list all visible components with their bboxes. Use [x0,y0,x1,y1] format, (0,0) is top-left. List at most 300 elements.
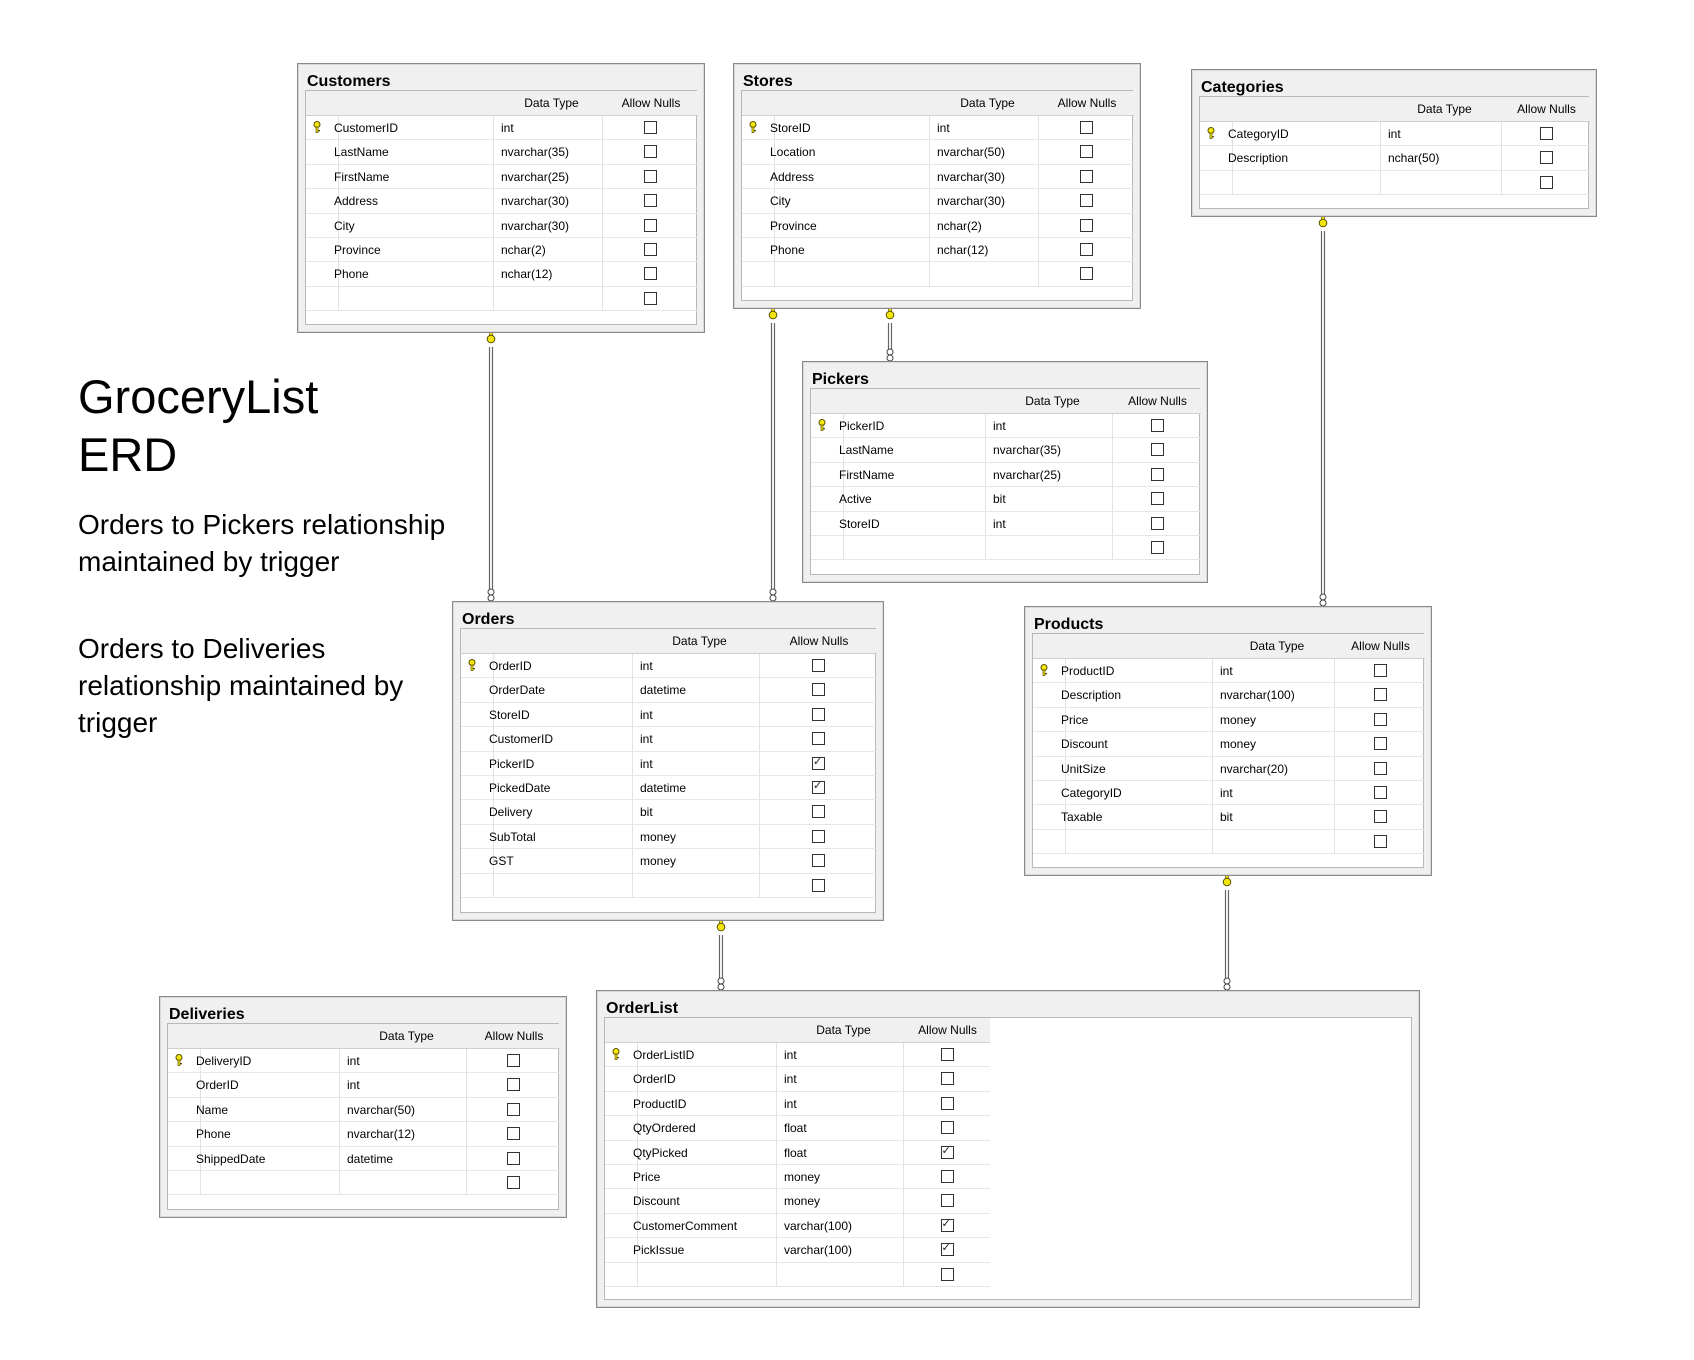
table-row[interactable] [1033,781,1425,805]
table-row[interactable] [461,825,877,849]
table-row[interactable] [605,1189,990,1213]
column-divider [632,825,633,848]
allow-nulls-checkbox[interactable] [941,1048,954,1061]
column-name: StoreID [770,121,811,135]
allow-nulls-checkbox[interactable] [941,1170,954,1183]
table-grid [460,628,876,913]
allow-nulls-checkbox[interactable] [1080,267,1093,280]
data-type: money [784,1194,821,1209]
data-type: money [1220,737,1257,752]
column-divider [602,189,603,212]
allow-nulls-checkbox[interactable] [1374,688,1387,701]
column-divider [776,1141,777,1164]
grid-header [168,1024,560,1049]
column-divider [1380,122,1381,145]
table-row[interactable] [605,1067,990,1091]
column-divider [776,1092,777,1115]
data-type: int [1220,664,1233,678]
allow-nulls-checkbox[interactable] [507,1176,520,1189]
column-name: LastName [334,145,389,160]
column-divider [1112,463,1113,486]
table-row[interactable] [461,752,877,776]
column-divider [985,536,986,559]
data-type: nchar(50) [1388,151,1440,166]
allow-nulls-checkbox[interactable] [941,1243,954,1256]
column-divider [1212,781,1213,804]
column-divider [903,1067,904,1090]
table-row[interactable] [461,654,877,678]
allow-nulls-checkbox[interactable] [941,1121,954,1134]
column-divider [1334,683,1335,706]
column-divider [1232,171,1233,194]
allow-nulls-checkbox[interactable] [507,1103,520,1116]
allow-nulls-checkbox[interactable] [1080,194,1093,207]
diagram-title: GroceryList [78,370,319,423]
table-row[interactable] [1033,805,1425,829]
column-divider [759,703,760,726]
table-row[interactable] [1200,171,1590,195]
column-divider [776,1189,777,1212]
table-grid [604,1017,1412,1300]
many-end-infinity-icon [887,349,893,355]
data-type: int [640,756,653,771]
column-divider [1212,708,1213,731]
header-nulls: Allow Nulls [789,634,849,648]
allow-nulls-checkbox[interactable] [1540,127,1553,140]
column-divider [903,1165,904,1188]
data-type: money [1220,712,1257,727]
allow-nulls-checkbox[interactable] [507,1152,520,1165]
data-type: int [640,707,653,722]
table-row[interactable] [811,487,1201,511]
table-row[interactable] [605,1116,990,1140]
column-divider [1334,659,1335,682]
column-divider [776,1238,777,1261]
table-row[interactable] [605,1165,990,1189]
allow-nulls-checkbox[interactable] [812,830,825,843]
data-type: int [1388,127,1401,141]
table-row[interactable] [306,189,698,213]
column-divider [632,727,633,750]
table-row[interactable] [1200,146,1590,170]
allow-nulls-checkbox[interactable] [507,1054,520,1067]
allow-nulls-checkbox[interactable] [1151,541,1164,554]
column-divider [843,536,844,559]
column-divider [759,654,760,677]
column-divider [1038,165,1039,188]
column-name: OrderID [489,659,532,673]
column-divider [1334,805,1335,828]
table-title: Orders [462,611,515,628]
allow-nulls-checkbox[interactable] [812,805,825,818]
column-divider [493,116,494,139]
allow-nulls-checkbox[interactable] [1374,786,1387,799]
column-divider [632,800,633,823]
column-divider [1038,238,1039,261]
data-type: int [937,121,950,135]
column-divider [929,238,930,261]
column-divider [632,849,633,872]
table-row[interactable] [742,140,1134,164]
column-divider [759,776,760,799]
data-type: int [501,121,514,135]
column-divider [632,776,633,799]
column-name: CustomerID [334,121,399,135]
column-divider [339,1122,340,1145]
table-row[interactable] [605,1141,990,1165]
column-name: Name [196,1102,229,1117]
allow-nulls-checkbox[interactable] [644,170,657,183]
table-title: Stores [743,73,793,90]
data-type: nchar(2) [937,218,982,233]
column-name: CategoryID [1061,785,1122,800]
column-name: Delivery [489,805,533,820]
column-name: Address [334,194,379,209]
data-type: float [784,1121,807,1136]
column-divider [776,1165,777,1188]
table-row[interactable] [168,1122,560,1146]
column-name: FirstName [839,467,895,482]
table-row[interactable] [605,1043,990,1067]
table-row[interactable] [742,214,1134,238]
allow-nulls-checkbox[interactable] [1374,835,1387,848]
column-divider [903,1141,904,1164]
data-type: int [1220,785,1233,800]
allow-nulls-checkbox[interactable] [644,292,657,305]
table-row[interactable] [811,536,1201,560]
column-name: PickerID [489,756,535,771]
primary-key-icon [611,1048,621,1060]
column-name: Discount [633,1194,680,1209]
header-nulls: Allow Nulls [1128,394,1187,408]
table-row[interactable] [1033,732,1425,756]
table-grid [1199,96,1589,209]
column-divider [339,1098,340,1121]
column-divider [776,1263,777,1286]
allow-nulls-checkbox[interactable] [644,219,657,232]
column-divider [632,874,633,897]
column-divider [339,1073,340,1096]
table-row[interactable] [1033,708,1425,732]
table-row[interactable] [605,1238,990,1262]
table-row[interactable] [1200,122,1590,146]
data-type: bit [1220,810,1233,825]
column-name: Price [633,1169,661,1184]
column-divider [774,262,775,285]
allow-nulls-checkbox[interactable] [941,1072,954,1085]
column-name: OrderDate [489,683,546,698]
column-name: OrderListID [633,1048,695,1062]
column-divider [466,1171,467,1194]
allow-nulls-checkbox[interactable] [1374,737,1387,750]
allow-nulls-checkbox[interactable] [644,121,657,134]
table-row[interactable] [168,1049,560,1073]
primary-key-icon [312,121,322,133]
table-row[interactable] [605,1263,990,1287]
column-divider [929,262,930,285]
allow-nulls-checkbox[interactable] [507,1127,520,1140]
table-row[interactable] [605,1214,990,1238]
column-name: FirstName [334,169,390,184]
allow-nulls-checkbox[interactable] [1151,492,1164,505]
column-divider [493,214,494,237]
allow-nulls-checkbox[interactable] [1540,176,1553,189]
column-divider [1380,146,1381,169]
note-orders-deliveries: Orders to Deliveries relationship maintained by trigger [78,633,404,738]
column-divider [903,1189,904,1212]
column-name: CustomerID [489,732,554,747]
table-row[interactable] [605,1092,990,1116]
allow-nulls-checkbox[interactable] [1080,243,1093,256]
allow-nulls-checkbox[interactable] [812,781,825,794]
data-type: int [993,419,1006,433]
table-title: OrderList [606,1000,679,1017]
table-row[interactable] [1033,830,1425,854]
table-row[interactable] [306,238,698,262]
column-divider [338,287,339,310]
allow-nulls-checkbox[interactable] [1080,121,1093,134]
column-divider [493,287,494,310]
table-orderlist[interactable] [596,990,1420,1308]
column-divider [903,1092,904,1115]
column-divider [602,116,603,139]
column-name: Location [770,145,816,160]
table-row[interactable] [306,262,698,286]
column-divider [466,1098,467,1121]
allow-nulls-checkbox[interactable] [644,145,657,158]
column-divider [1212,757,1213,780]
column-name: QtyPicked [633,1145,688,1160]
table-row[interactable] [742,165,1134,189]
many-end-infinity-icon [488,589,494,595]
column-divider [632,678,633,701]
diagram-title-block [78,368,448,741]
grid-header [461,629,877,654]
data-type: nchar(2) [501,242,546,257]
grid-header [742,91,1134,116]
data-type: nvarchar(30) [937,169,1006,184]
table-row[interactable] [461,703,877,727]
table-products[interactable] [1024,606,1432,876]
table-row[interactable] [742,189,1134,213]
table-row[interactable] [306,214,698,238]
allow-nulls-checkbox[interactable] [1151,517,1164,530]
data-type: nvarchar(25) [501,169,570,184]
column-name: City [770,194,791,209]
table-row[interactable] [811,438,1201,462]
allow-nulls-checkbox[interactable] [941,1097,954,1110]
table-row[interactable] [461,776,877,800]
table-grid [305,90,697,325]
table-customers[interactable] [297,63,705,333]
column-divider [1501,122,1502,145]
primary-key-icon [817,419,827,431]
allow-nulls-checkbox[interactable] [812,854,825,867]
data-type: nvarchar(100) [1220,688,1295,703]
column-divider [466,1049,467,1072]
column-divider [493,140,494,163]
allow-nulls-checkbox[interactable] [507,1078,520,1091]
column-divider [1112,414,1113,437]
allow-nulls-checkbox[interactable] [1151,468,1164,481]
data-type: datetime [640,683,687,698]
table-row[interactable] [1033,659,1425,683]
column-divider [339,1049,340,1072]
allow-nulls-checkbox[interactable] [1374,713,1387,726]
table-row[interactable] [1033,683,1425,707]
header-type: Data Type [1025,394,1080,408]
table-pickers[interactable] [802,361,1208,583]
column-divider [776,1043,777,1066]
header-type: Data Type [672,634,727,648]
column-divider [929,214,930,237]
table-row[interactable] [461,678,877,702]
column-divider [759,874,760,897]
column-name: Phone [196,1127,231,1142]
allow-nulls-checkbox[interactable] [1080,219,1093,232]
table-row[interactable] [306,116,698,140]
column-divider [776,1116,777,1139]
column-name: StoreID [489,707,530,722]
primary-key-icon [467,659,477,671]
column-divider [776,1067,777,1090]
allow-nulls-checkbox[interactable] [812,879,825,892]
table-orders[interactable] [452,601,884,921]
allow-nulls-checkbox[interactable] [644,194,657,207]
table-row[interactable] [306,140,698,164]
column-name: Description [1228,151,1289,166]
allow-nulls-checkbox[interactable] [1151,443,1164,456]
data-type: nvarchar(50) [347,1102,416,1117]
table-row[interactable] [461,800,877,824]
column-divider [339,1147,340,1170]
allow-nulls-checkbox[interactable] [812,708,825,721]
table-row[interactable] [306,287,698,311]
data-type: nchar(12) [501,267,553,282]
allow-nulls-checkbox[interactable] [941,1268,954,1281]
data-type: nvarchar(35) [993,443,1062,458]
note-orders-pickers: Orders to Pickers relationship maintained by trigger [78,509,446,577]
allow-nulls-checkbox[interactable] [941,1219,954,1232]
data-type: int [347,1078,360,1093]
table-row[interactable] [461,849,877,873]
allow-nulls-checkbox[interactable] [812,659,825,672]
column-divider [1212,732,1213,755]
data-type: nvarchar(50) [937,145,1006,160]
table-row[interactable] [461,874,877,898]
many-end-infinity-icon [770,589,776,595]
allow-nulls-checkbox[interactable] [812,732,825,745]
relationship-stores-orders [769,306,777,601]
column-name: PickIssue [633,1243,685,1258]
column-name: ProductID [633,1096,687,1111]
allow-nulls-checkbox[interactable] [1080,145,1093,158]
header-nulls: Allow Nulls [621,96,681,110]
allow-nulls-checkbox[interactable] [1374,810,1387,823]
table-row[interactable] [811,463,1201,487]
allow-nulls-checkbox[interactable] [812,683,825,696]
column-divider [493,238,494,261]
column-divider [903,1214,904,1237]
column-name: StoreID [839,516,880,531]
data-type: nvarchar(12) [347,1127,416,1142]
column-name: CategoryID [1228,127,1289,141]
table-row[interactable] [461,727,877,751]
data-type: nvarchar(30) [501,218,570,233]
table-row[interactable] [742,238,1134,262]
table-row[interactable] [811,414,1201,438]
allow-nulls-checkbox[interactable] [1374,762,1387,775]
column-divider [632,703,633,726]
table-row[interactable] [168,1171,560,1195]
header-type: Data Type [960,96,1015,110]
column-divider [1212,830,1213,853]
data-type: money [784,1169,821,1184]
header-nulls: Allow Nulls [1351,639,1410,653]
column-divider [637,1263,638,1286]
allow-nulls-checkbox[interactable] [1151,419,1164,432]
column-divider [1038,189,1039,212]
table-row[interactable] [168,1073,560,1097]
column-name: GST [489,854,514,869]
column-divider [1038,116,1039,139]
relationship-customers-orders [487,330,495,601]
column-divider [493,874,494,897]
data-type: varchar(100) [784,1218,853,1233]
one-end-key-icon [1319,219,1327,227]
column-name: Description [1061,688,1122,703]
table-row[interactable] [306,165,698,189]
grid-header [811,389,1201,414]
header-type: Data Type [1249,639,1305,653]
allow-nulls-checkbox[interactable] [644,267,657,280]
column-name: LastName [839,443,894,458]
grid-header [1033,634,1425,659]
table-row[interactable] [742,116,1134,140]
allow-nulls-checkbox[interactable] [1540,151,1553,164]
column-name: Taxable [1061,810,1103,825]
table-row[interactable] [1033,757,1425,781]
allow-nulls-checkbox[interactable] [1374,664,1387,677]
one-end-key-icon [886,311,894,319]
table-title: Categories [1201,79,1284,96]
primary-key-icon [748,121,758,133]
column-divider [1212,683,1213,706]
allow-nulls-checkbox[interactable] [812,757,825,770]
allow-nulls-checkbox[interactable] [644,243,657,256]
table-deliveries[interactable] [159,996,567,1218]
table-row[interactable] [168,1147,560,1171]
allow-nulls-checkbox[interactable] [941,1146,954,1159]
allow-nulls-checkbox[interactable] [1080,170,1093,183]
table-categories[interactable] [1191,69,1597,217]
data-type: bit [993,492,1006,507]
header-type: Data Type [379,1029,434,1043]
table-stores[interactable] [733,63,1141,309]
column-divider [1112,536,1113,559]
column-divider [493,165,494,188]
data-type: nvarchar(20) [1220,761,1289,776]
allow-nulls-checkbox[interactable] [941,1194,954,1207]
column-divider [1112,487,1113,510]
column-divider [929,189,930,212]
column-divider [985,512,986,535]
table-row[interactable] [168,1098,560,1122]
data-type: money [640,854,677,869]
table-row[interactable] [811,512,1201,536]
column-divider [903,1263,904,1286]
table-row[interactable] [742,262,1134,286]
